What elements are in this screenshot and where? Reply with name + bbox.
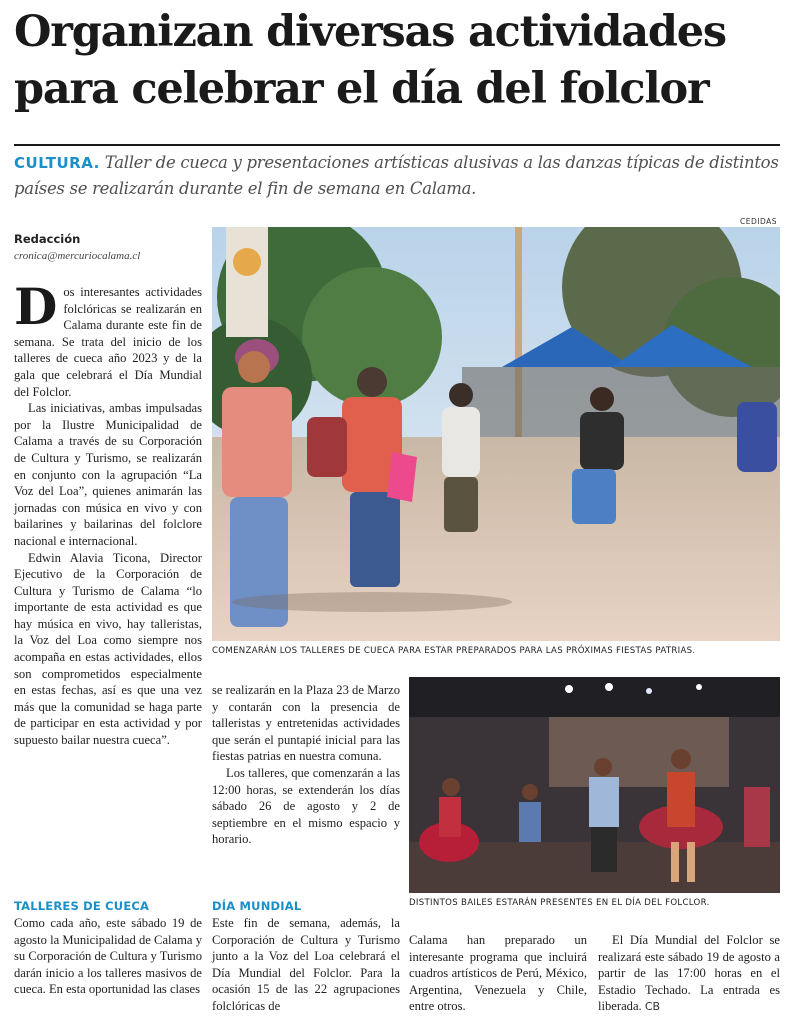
photo-2-caption: DISTINTOS BAILES ESTARÁN PRESENTES EN EL DÍA DEL FOLCLOR.: [409, 898, 710, 908]
body-column-3: Calama han preparado un interesante programa que incluirá cuadros artísticos de Perú, México, Argentina, Venezuela y Chile, entre otros.: [409, 933, 587, 1014]
photo-cueca-dancers: [212, 227, 780, 641]
lead-text: Taller de cueca y presentaciones artísticas alusivas a las danzas típicas de distintos países se realizarán durante el fin de semana en Calama.: [14, 153, 779, 198]
headline: [14, 4, 784, 118]
headline-line-1: Organizan diversas actividades: [14, 7, 726, 57]
subhead-talleres: TALLERES DE CUECA: [14, 899, 150, 913]
body-column-1: [14, 277, 202, 749]
body-column-2: [212, 682, 400, 848]
photo-1-caption: COMENZARÁN LOS TALLERES DE CUECA PARA ESTAR PREPARADOS PARA LAS PRÓXIMAS FIESTAS PATRIAS.: [212, 646, 696, 656]
col2-paragraph-1: se realizarán en la Plaza 23 de Marzo y contarán con la presencia de talleristas y entretenidas actividades que serán el puntapié inicial para las fiestas patrias en nuestra comuna.: [212, 683, 400, 764]
col2-paragraph-2: Los talleres, que comenzarán a las 12:00 horas, se extenderán los días sábado 26 de agosto y 2 de septiembre en el mismo espacio y horario.: [212, 765, 400, 847]
section-dia-mundial-text: Este fin de semana, además, la Corporación de Cultura y Turismo junto a la Voz del Loa celebrará el Día Mundial del Folclor. Para la ocasión 15 de las 22 agrupaciones folclóricas de: [212, 916, 400, 1013]
photo-cueca-dancers-image: [212, 227, 780, 641]
author-email: cronica@mercuriocalama.cl: [14, 250, 141, 262]
photo-folk-dancers-stage: [409, 677, 780, 893]
lead-paragraph: [14, 150, 784, 201]
section-kicker: CULTURA.: [14, 154, 100, 172]
subhead-dia-mundial: DÍA MUNDIAL: [212, 899, 302, 913]
paragraph-3: Edwin Alavia Ticona, Director Ejecutivo de la Corporación de Cultura y Turismo de Calama “lo importante de esta actividad es que hay música en vivo, hay talleristas, la Voz del Loa como siempre nos acompaña en estas actividades, ellos son comprometidos especialmente en estas fechas, así es que una vez más que la comunidad se haga parte de participar en esta actividad y por supuesto bailar nuestra cueca”.: [14, 550, 202, 748]
body-column-4: [598, 932, 780, 1016]
paragraph-2: Las iniciativas, ambas impulsadas por la Ilustre Municipalidad de Calama a través de su Corporación de Cultura y Turismo, se realizarán en conjunto con la agrupación “La Voz del Loa”, quienes animarán las jornadas con música en vivo y con bailarines y bailarinas del folclore nacional e internacional.: [14, 401, 202, 548]
end-mark: CB: [644, 1000, 661, 1014]
photo-folk-dancers-stage-image: [409, 677, 780, 893]
author-name: Redacción: [14, 232, 81, 246]
photo-credit: CEDIDAS: [740, 217, 777, 226]
headline-line-2: para celebrar el día del folclor: [14, 64, 709, 114]
paragraph-1: Dos interesantes actividades folclóricas se realizarán en Calama durante este fin de semana. Se trata del inicio de los talleres de cueca año 2023 y de la gala que celebrará el Día Mundial del Folclor.: [14, 277, 202, 399]
drop-cap: D: [14, 277, 58, 336]
col4-paragraph: El Día Mundial del Folclor se realizará este sábado 19 de agosto a partir de las 17:00 horas en el Estadio Techado. La entrada es liberada. CB: [598, 933, 780, 1014]
byline: [14, 232, 204, 262]
section-talleres-text: Como cada año, este sábado 19 de agosto la Municipalidad de Calama y su Corporación de Cultura y Turismo darán inicio a los talleres masivos de cueca. En esta oportunidad las clases: [14, 916, 202, 997]
headline-rule: [14, 144, 780, 146]
